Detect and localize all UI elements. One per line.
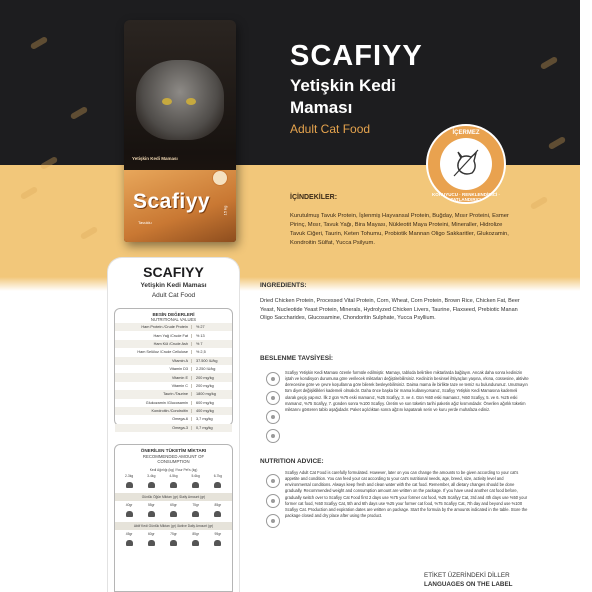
ingredients-en-text: Dried Chicken Protein, Processed Vital Protein, Corn, Wheat, Corn Protein, Brown Rice, Chicken Fat, Beer Yeast, Nucleotide Yeast Protein, Minerals, Hydrolyzed Chicken Livers, Taurine, Flaxseed, Prebiotic Manan Oligo Saccharides, Glucosamine, Chondoritin Sulphate, Yucca Psyllium. [260,298,520,322]
nutrient-value: 37.500 IU/kg [191,359,229,363]
cat-icon [126,540,133,546]
ingredients-en-heading: INGREDIENTS: [260,282,307,289]
table-row [115,407,232,415]
nutrient-name: Vitamin E [171,375,188,380]
table-row [115,331,232,339]
product-label-panel [108,258,239,592]
amount-cell: 55gr [147,502,155,507]
weight-row [115,472,232,480]
nutrient-value: 200 mg/kg [191,376,229,380]
amount-cell: 75gr [170,531,177,536]
brand-title: SCAFIYY [290,40,423,72]
weight-cell: 5-6kg [191,473,200,478]
feeding-en-text: Scafiyy Adult Cat Food is carefully formulated. However, later on you can change the amounts to be given according to your cat's appetite and condition. You can feed your cat according to your cat's nutritional needs, age, breed, size, activity level and environmental conditions. Always keep fresh and clean water with the cat food. Remember, all dietary changes should be done gradually. Recommended weight and consumption amount are written on the package. If you have used another cat food before, gradually switch over to Scafiyy Cat Food first 2 days use %75 your former cat food, %25 Scafiyy Cat, 3rd and 4th days use %50 your former cat food, %50 Scafiyy Cat, 5th and 6th days use %25 your former cat food, %75 Scafiyy Cat, 7th day and beyond use %100 Scafiyy Cat. Production and expiration dates are written on package. Start the formula by the amounts indicated in the table. Store the package closed and dry place after using the product. [285,470,528,518]
weight-label: Kedi Ağırlığı (kg) /Your Pet's (kg) [149,467,198,472]
table-row [115,399,232,407]
paw-icon [266,410,280,424]
cat-icon [170,482,177,488]
cat-silhouette-icon [452,148,480,178]
table-row [115,323,232,331]
nutrient-value: % 7 [191,342,229,346]
cat-icon [126,511,133,517]
amount-cell: 40gr [125,502,133,507]
nutrient-name: Ham Yağ /Crude Fat [153,333,188,338]
nutrient-name: Ham Selüloz /Crude Cellulose [137,350,188,355]
table-row [115,382,232,390]
bag-tagline: Yetişkin Kedi Maması [132,156,178,161]
table-row [115,357,232,365]
cat-icon [148,482,155,488]
nutrient-name: Omega-6 [172,417,188,422]
weight-cell: 3-4kg [147,473,156,478]
nutrient-value: 600 mg/kg [191,401,229,405]
nutrient-value: 400 mg/kg [191,409,229,413]
cat-icon [214,482,221,488]
cat-icons-row [115,538,232,548]
bag-badge-icon [212,170,228,186]
amount-cell: 95gr [214,531,222,536]
nutrient-name: Glukozamin /Glucosamin [145,400,188,405]
table-row [115,390,232,398]
cat-eye-left [162,98,172,105]
badge-bottom-text: KORUYUCU · RENKLENDİRİCİ · TATLANDIRICI [432,192,500,202]
nutrition-table [114,308,233,430]
amount-cell: 60gr [147,531,155,536]
weight-cell: 4-5kg [169,473,178,478]
ingredients-tr-text: Kurutulmuş Tavuk Protein, İşlenmiş Hayvansal Protein, Buğday, Mısır Proteini, Esmer Pirinç, Mısır, Tavuk Yağı, Bira Mayası, Nükleotit Maya Proteini, Mineraller, Hidrolize Tavuk Ciğeri, Taurin, Keten Tohumu, Probiotik Mannan Oligo Sakkaritler, Glukozamin, Kondroitin Sülfat, Yucca Psilyum. [290,213,509,246]
amount-cell: 45gr [125,531,133,536]
nutrient-name: Vitamin C [171,383,188,388]
nutrient-name: Vitamin D3 [169,367,188,372]
label-languages-tr: ETİKET ÜZERİNDEKİ DİLLER [424,572,510,579]
feeding-tr-text: Scafiyy Yetişkin Kedi Maması özenle formüle edilmiştir. Mamayı, tabloda belirtilen miktarlarda bağlayın. Ancak daha sonra kedinizin iştah ve kondisyon durumuna göre verilecek miktarları değiştirebilirsiniz. Kedinizin besinsel ihtiyaçları yaşına, ırkına, cüssesine, aktivite derecesine göre ve çevre koşullarına göre bilerek besleyebilirsiniz. Daima mama ile birlikte taze ve temiz su bulundurunuz. Unutmayın tüm diyet değişiklikleri kademeli olmalıdır. Daha önce başka bir mama kullanıyorsanız, Scafiyy Yetişkin Kedi Mamasına kademeli olarak geçiş yapınız. İlk 2 gün %75 eski mamanız, %25 Scafiyy, 3. ve 4. Gün %50 eski mamanız, %50 Scafiyy, 5. ve 6. %25 eski mamanız, %75 Scafiyy, 7. günden sonra %100 Scafiyy. Üretim ve son tüketim tarihi paketin ağız kısmındadır. Önerilen ağırlık tüketim miktarını gösteren tablo aşağıdadır. Paket açıldıktan sonra ağzını kapatarak serin ve kuru yerde muhafaza ediniz. [285,370,529,412]
active-amount-label: Aktif Kedi Günlük Miktarı (gr) /Active Daily Amount (gr) [115,522,232,530]
bag-weight: 15 kg [222,205,228,216]
cat-icon [170,511,177,517]
amount-cell: 75gr [192,502,199,507]
nutrition-heading-en: NUTRITIONAL VALUES [150,317,197,322]
cat-icon [170,540,177,546]
table-row [115,424,232,432]
cat-icon [148,540,155,546]
label-brand: SCAFIYY [143,264,204,280]
consumption-table [114,444,233,592]
feeding-en-heading: NUTRITION ADVICE: [260,458,324,465]
cat-icons-row [115,480,232,490]
water-icon [266,391,280,405]
nutrient-name: Ham Kül /Crude Ash [153,341,188,346]
nutrient-value: 2.250 IU/kg [191,367,229,371]
cat-photo [136,60,224,140]
daily-row [115,501,232,509]
nutrient-name: Vitamin A [172,358,188,363]
product-subtitle-en: Adult Cat Food [290,122,371,136]
badge-inner-circle [440,138,492,190]
ingredients-tr-heading: İÇİNDEKİLER: [290,194,338,201]
cat-icon [214,540,221,546]
nutrient-name: Taurin /Taurine [163,392,188,397]
paw-icon [266,514,280,528]
consumption-heading: ÖNERİLEN TÜKETİM MİKTARI [140,448,207,453]
nutrient-value: 0,7 mg/kg [191,426,229,430]
active-row [115,530,232,538]
label-subtitle-tr: Yetişkin Kedi Maması [140,282,207,289]
cat-eye-right [186,98,196,105]
bowl-icon [266,474,280,488]
cat-icons-row [115,509,232,519]
cat-icon [192,482,199,488]
badge-top-text: İÇERMEZ [452,130,480,136]
consumption-heading-en-1: RECOMMENDED AMOUNT OF [142,453,205,459]
nutrient-value: 1800 mg/kg [191,392,229,396]
amount-cell: 85gr [192,531,199,536]
nutrition-rows [115,323,232,432]
nutrient-name: Omega-3 [172,425,188,430]
nutrient-value: 200 mg/kg [191,384,229,388]
cat-icon [148,511,155,517]
bowl-icon [266,372,280,386]
weight-cell: 2-3kg [124,473,134,478]
amount-cell: 65gr [170,502,177,507]
weight-cell: 6-7kg [213,473,222,478]
product-bag-image [124,20,236,242]
amount-cell: 85gr [214,502,222,507]
cat-icon [192,511,199,517]
table-row [115,340,232,348]
right-margin [580,0,592,592]
product-title-line2: Maması [290,98,353,117]
feeding-tr-heading: BESLENME TAVSİYESİ: [260,355,334,362]
cat-icon [126,482,133,488]
nutrient-name: Kondroitin /Condroitin [151,409,188,414]
water-icon [266,494,280,508]
calendar-icon [266,429,280,443]
table-row [115,365,232,373]
consumption-heading-en-2: CONSUMPTION [157,458,190,464]
daily-amount-label: Günlük Öğün Miktarı (gr) /Daily Amount (gr) [115,493,232,501]
nutrient-value: % 2,5 [191,350,229,354]
nutrient-value: 3,7 mg/kg [191,417,229,421]
bag-logo: Scafiyy [133,190,211,213]
label-subtitle-en: Adult Cat Food [151,292,196,299]
bag-flavor: Tavuklu [138,220,152,225]
nutrient-name: Ham Protein /Crude Protein [141,325,188,330]
table-row [115,415,232,423]
no-additives-badge [426,124,506,204]
cat-icon [192,540,199,546]
table-row [115,373,232,381]
product-title-line1: Yetişkin Kedi [290,76,396,95]
nutrient-value: % 27 [191,325,229,329]
table-row [115,348,232,356]
nutrition-heading: BESİN DEĞERLERİ [152,312,195,317]
cat-icon [214,511,221,517]
nutrient-value: % 13 [191,334,229,338]
label-languages-en: LANGUAGES ON THE LABEL [424,581,513,588]
